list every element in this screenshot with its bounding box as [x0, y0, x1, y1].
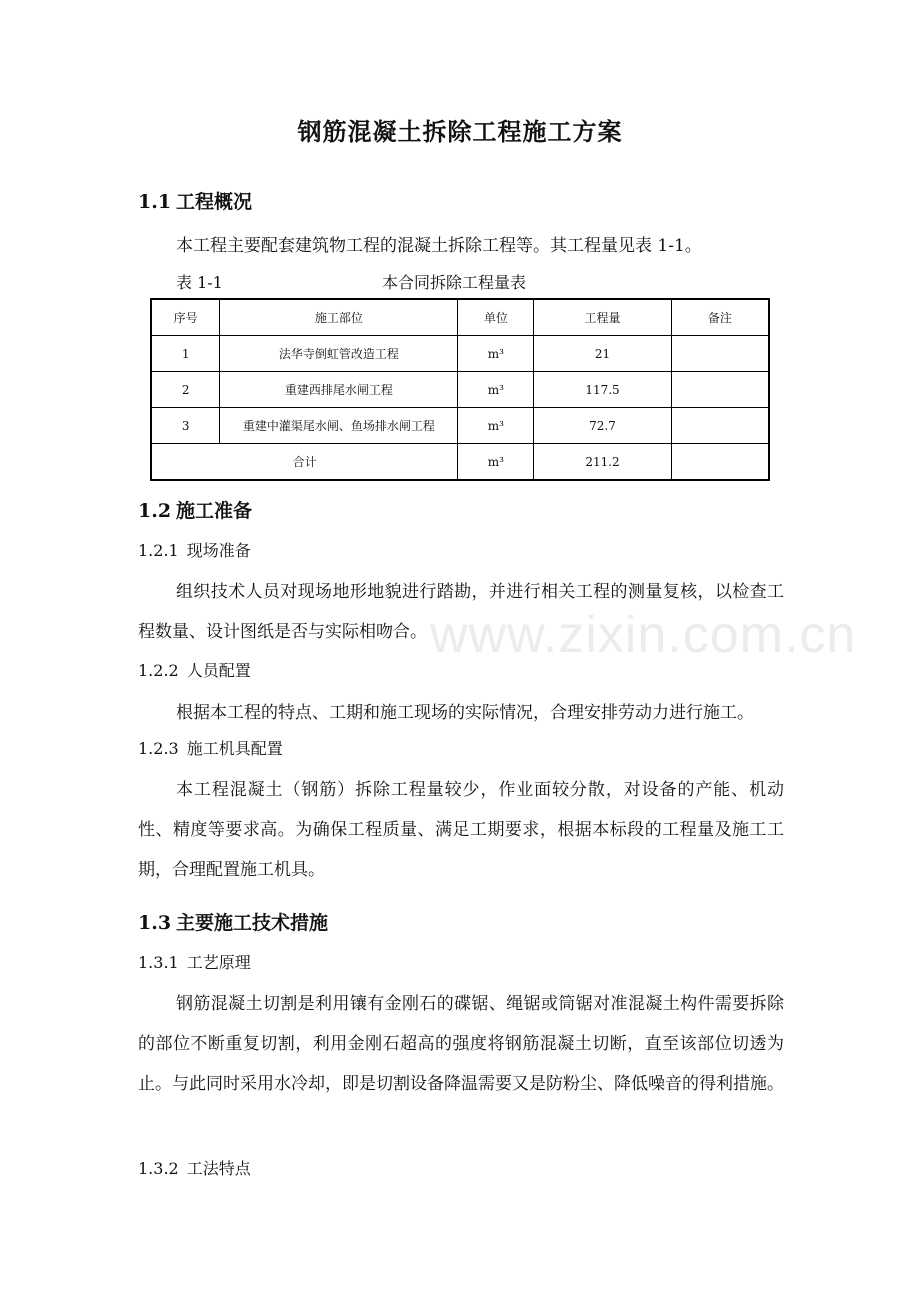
paragraph-equipment: 本工程混凝土（钢筋）拆除工程量较少，作业面较分散，对设备的产能、机动性、精度等要求高。为确保工程质量、满足工期要求，根据本标段的工程量及施工工期，合理配置施工机具。	[138, 780, 784, 880]
cell-no: 1	[151, 336, 220, 372]
cell-quantity: 211.2	[534, 444, 672, 481]
header-cell-note: 备注	[671, 299, 769, 336]
cell-no: 3	[151, 408, 220, 444]
table-row	[151, 372, 769, 408]
subsection-title: 工法特点	[186, 1159, 251, 1178]
section-title: 施工准备	[176, 500, 253, 522]
quantity-table	[150, 298, 770, 481]
cell-note	[671, 372, 769, 408]
paragraph-site-prep: 组织技术人员对现场地形地貌进行踏勘，并进行相关工程的测量复核，以检查工程数量、设计图纸是否与实际相吻合。	[138, 582, 784, 642]
cell-note	[671, 444, 769, 481]
header-cell-location: 施工部位	[220, 299, 458, 336]
subsection-number: 1.2.2	[138, 661, 179, 680]
table-total-row	[151, 444, 769, 481]
subsection-title: 工艺原理	[186, 953, 251, 972]
cell-quantity: 21	[534, 336, 672, 372]
section-number: 1.2	[138, 500, 172, 522]
section-title: 工程概况	[176, 191, 253, 213]
cell-unit: m³	[458, 408, 534, 444]
cell-unit: m³	[458, 372, 534, 408]
header-cell-unit: 单位	[458, 299, 534, 336]
cell-quantity: 117.5	[534, 372, 672, 408]
subsection-number: 1.2.1	[138, 541, 179, 560]
subsection-heading-1-2-3	[138, 736, 283, 759]
cell-location: 重建中灌渠尾水闸、鱼场排水闸工程	[220, 408, 458, 444]
section-number: 1.3	[138, 912, 172, 934]
subsection-title: 人员配置	[186, 661, 251, 680]
section-heading-1-1	[138, 187, 252, 214]
paragraph-process-principle: 钢筋混凝土切割是利用镶有金刚石的碟锯、绳锯或筒锯对准混凝土构件需要拆除的部位不断重复切割，利用金刚石超高的强度将钢筋混凝土切断，直至该部位切透为止。与此同时采用水冷却，即是切割设备降温需要又是防粉尘、降低噪音的得利措施。	[138, 994, 784, 1094]
subsection-number: 1.3.2	[138, 1159, 179, 1178]
table-label: 表 1-1	[176, 273, 223, 292]
cell-note	[671, 336, 769, 372]
subsection-heading-1-2-2	[138, 658, 251, 681]
header-cell-no: 序号	[151, 299, 220, 336]
subsection-title: 现场准备	[186, 541, 251, 560]
table-header-row	[151, 299, 769, 336]
subsection-heading-1-3-2	[138, 1156, 251, 1179]
section-title: 主要施工技术措施	[176, 912, 329, 934]
cell-note	[671, 408, 769, 444]
cell-location: 重建西排尾水闸工程	[220, 372, 458, 408]
header-cell-quantity: 工程量	[534, 299, 672, 336]
cell-no: 2	[151, 372, 220, 408]
subsection-number: 1.2.3	[138, 739, 179, 758]
cell-location: 法华寺倒虹管改造工程	[220, 336, 458, 372]
section-number: 1.1	[138, 191, 172, 213]
cell-total-label: 合计	[151, 444, 458, 481]
subsection-heading-1-3-1	[138, 950, 251, 973]
cell-quantity: 72.7	[534, 408, 672, 444]
section-heading-1-3	[138, 908, 328, 935]
section-heading-1-2	[138, 496, 252, 523]
table-row	[151, 408, 769, 444]
subsection-heading-1-2-1	[138, 538, 251, 561]
table-row	[151, 336, 769, 372]
subsection-title: 施工机具配置	[186, 739, 283, 758]
cell-unit: m³	[458, 444, 534, 481]
table-caption: 本合同拆除工程量表	[382, 273, 527, 292]
document-title: 钢筋混凝土拆除工程施工方案	[297, 117, 623, 146]
paragraph-overview: 本工程主要配套建筑物工程的混凝土拆除工程等。其工程量见表 1-1。	[176, 236, 702, 256]
cell-unit: m³	[458, 336, 534, 372]
paragraph-staffing: 根据本工程的特点、工期和施工现场的实际情况，合理安排劳动力进行施工。	[176, 703, 754, 723]
watermark: www.zixin.com.cn	[430, 606, 857, 664]
subsection-number: 1.3.1	[138, 953, 179, 972]
